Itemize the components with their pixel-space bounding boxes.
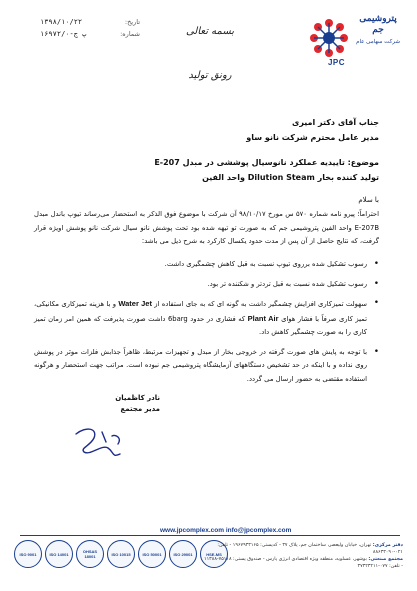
list-item-text: که فشاری در حدود 6barg داشت صورت پذیرفت که همین امر زمان تمیز کاری را به صورت چشمگیر کاهش داد. bbox=[34, 314, 367, 336]
certificates-row bbox=[14, 540, 228, 568]
company-logo bbox=[303, 10, 403, 70]
findings-list bbox=[34, 258, 379, 392]
certificate-badge-icon: ISO 9001 bbox=[14, 540, 42, 568]
number-value: ۱۶۹۷۲/۰-پ ج bbox=[40, 30, 87, 38]
list-item-text: و با هزینه تمیزکاری مکانیکی، تمیز کاری صرفاً با فشار هوای bbox=[34, 300, 367, 323]
list-item-term: Plant Air bbox=[247, 313, 279, 323]
list-item-text: با توجه به پایش های صورت گرفته در خروجی بخار از مبدل و تجهیزات مرتبط، ظاهراً جذابش فلزات موثر در پوشش روی نداده و با اینکه در حد تشخیص دستگاههای آزمایشگاه پتروشیمی جم نبوده است. مراتب جهت استحضار و هرگونه استفاده مقتضی به حضور ارسال می گردد. bbox=[34, 347, 367, 383]
list-item-term: Water Jet bbox=[118, 299, 152, 308]
letter-meta bbox=[40, 16, 140, 40]
signature-block bbox=[70, 393, 160, 415]
addressee-name: جناب آقای دکتر امیری bbox=[291, 118, 379, 127]
subject-line-2: تولید کننده بخار Dilution Steam واحد الفین bbox=[202, 173, 379, 182]
slogan-heading: رونق تولید bbox=[188, 70, 232, 81]
complex-text: بوشهر، عسلویه، منطقه ویژه اقتصادی انرژی پارس - صندوق پستی: ۷۵۱۱۸-۱۱۳۸۸ - تلفن: ۰۷۷-۳۷۳۲۳۲۱۱ bbox=[204, 557, 403, 569]
footer-divider bbox=[20, 535, 400, 536]
date-label: تاریخ: bbox=[124, 18, 140, 26]
list-item bbox=[34, 278, 379, 292]
complex-address bbox=[203, 556, 403, 570]
subject-line-1: موضوع: تاییدیه عملکرد نانوسیال پوششی در مبدل E-207 bbox=[154, 158, 379, 167]
greeting: با سلام bbox=[358, 196, 379, 204]
certificate-badge-icon: OHSAS 18001 bbox=[76, 540, 104, 568]
company-name bbox=[353, 14, 403, 48]
list-item-text: سهولت تمیزکاری افزایش چشمگیر داشت به گونه ای که به جای استفاده از bbox=[154, 300, 367, 308]
list-item-text: رسوب تشکیل شده برروی تیوپ نسبت به قبل کاهش چشمگیری داشت. bbox=[164, 260, 367, 268]
signer-title: مدیر مجتمع bbox=[120, 405, 160, 413]
date-value: ۱۳۹۸/۱۰/۲۲ bbox=[40, 18, 83, 26]
office-address bbox=[203, 542, 403, 556]
footer-website: www.jpcomplex.com info@jpcomplex.com bbox=[160, 527, 292, 534]
number-label: شماره: bbox=[120, 30, 140, 38]
bismillah-heading: بسمه تعالی bbox=[185, 26, 235, 37]
certificate-badge-icon: ISO 14001 bbox=[45, 540, 73, 568]
jpc-logo-icon bbox=[307, 16, 351, 60]
footer-address bbox=[203, 542, 403, 570]
certificate-badge-icon: ISO 50001 bbox=[138, 540, 166, 568]
certificate-badge-icon: ISO 10015 bbox=[107, 540, 135, 568]
list-item-text: رسوب تشکیل شده نسبت به قبل تردتر و شکننده تر بود. bbox=[207, 279, 367, 288]
company-subtitle: شرکت سهامی عام bbox=[356, 39, 400, 45]
addressee-title: مدیر عامل محترم شرکت نانو ساو bbox=[246, 133, 379, 142]
intro-paragraph: احتراماً؛ پیرو نامه شماره ۵۷۰ س مورخ ۹۸/۱۰/۱۷ آن شرکت با موضوع فوق الذکر به استحضار می‌رساند تیوپ باندل مبدل E-207B واحد الفین پتروشیمی جم که به صورت تو تیهه شده بود تحت پوشش نانو سیال شرکت نانو پوشش اویژه قرار گرفت، که نتایج حاصل از آن پس از مدت حدود یکسال کارکرد به شرح ذیل می باشد: bbox=[34, 210, 379, 245]
certificate-badge-icon: HSE-MS bbox=[200, 540, 228, 568]
addressee-block bbox=[39, 115, 379, 145]
list-item bbox=[34, 258, 379, 272]
list-item bbox=[34, 346, 379, 387]
subject-block bbox=[39, 155, 379, 185]
office-text: تهران، خیابان ولیعصر، ساختمان جم، پلاک ۳۷ - کدپستی: ۱۹۶۷۹۳۳۱۶۵ - تلفن: ۰۲۱-۸۸۶۳۳۰۹۰ bbox=[217, 543, 403, 555]
signer-name: نادر کاظمیان bbox=[115, 394, 160, 402]
number-row bbox=[40, 28, 140, 40]
office-label: دفتر مرکزی: bbox=[372, 543, 403, 548]
company-name-fa: پتروشیمی جم bbox=[359, 14, 397, 35]
handwritten-signature-icon bbox=[72, 422, 132, 462]
certificate-badge-icon: ISO 29001 bbox=[169, 540, 197, 568]
date-row bbox=[40, 16, 140, 28]
complex-label: مجتمع صنعتی: bbox=[368, 557, 403, 562]
list-item bbox=[34, 297, 379, 340]
logo-jpc-text: JPC bbox=[327, 58, 345, 67]
